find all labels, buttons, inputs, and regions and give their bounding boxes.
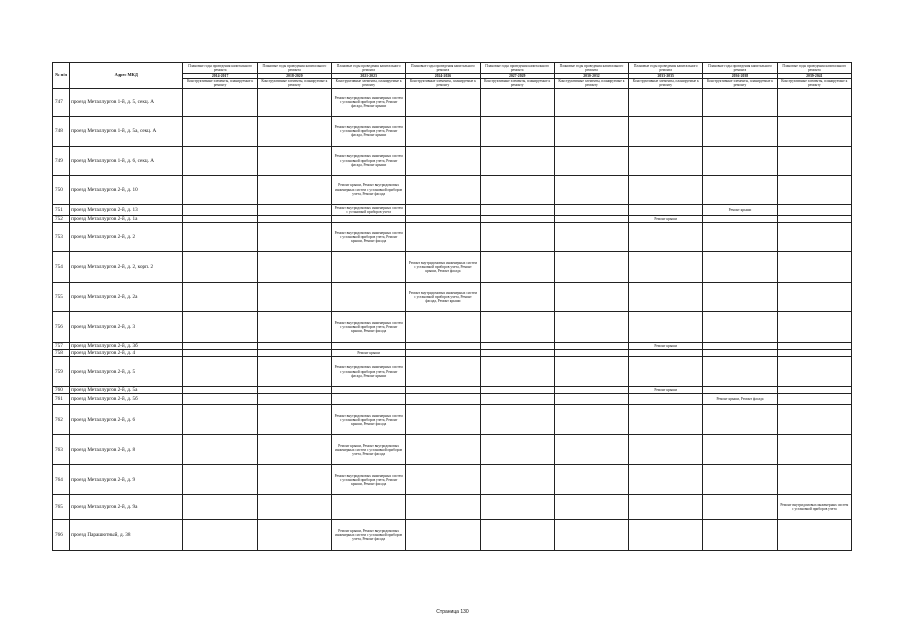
row-address: проезд Металлургов 2-й, д. 13: [70, 204, 183, 215]
planned-works-cell: Ремонт крыши: [629, 387, 703, 394]
empty-cell: [332, 342, 406, 349]
planned-works-cell: Ремонт крыши, Ремонт внутридомовых инженерных систем с установкой приборов учета, Ремонт фасада: [332, 435, 406, 465]
empty-cell: [257, 349, 331, 356]
empty-cell: [554, 520, 628, 551]
empty-cell: [777, 88, 851, 116]
row-number: 766: [53, 520, 70, 551]
empty-cell: [406, 342, 480, 349]
empty-cell: [332, 495, 406, 520]
table-row: [53, 146, 852, 175]
empty-cell: [777, 282, 851, 311]
empty-cell: [777, 342, 851, 349]
empty-cell: [777, 311, 851, 342]
empty-cell: [480, 175, 554, 204]
empty-cell: [183, 394, 257, 405]
empty-cell: [332, 394, 406, 405]
period-header-subtitle: Конструктивные элементы, планируемые к ремонту: [183, 79, 257, 88]
planned-works-cell: Ремонт внутридомовых инженерных систем с установкой приборов учета, Ремонт крыши, Ремонт фасада: [406, 251, 480, 282]
empty-cell: [629, 394, 703, 405]
empty-cell: [406, 405, 480, 435]
row-address: проезд Металлургов 2-й, д. 5: [70, 357, 183, 387]
empty-cell: [406, 520, 480, 551]
planned-works-cell: Ремонт внутридомовых инженерных систем с установкой приборов учета, Ремонт крыши, Ремонт фасада: [332, 311, 406, 342]
empty-cell: [554, 465, 628, 495]
empty-cell: [703, 222, 777, 251]
empty-cell: [480, 222, 554, 251]
period-header-years: 2024-2026: [406, 74, 480, 79]
row-number: 762: [53, 405, 70, 435]
row-number: 765: [53, 495, 70, 520]
empty-cell: [183, 349, 257, 356]
empty-cell: [480, 520, 554, 551]
empty-cell: [554, 387, 628, 394]
empty-cell: [257, 282, 331, 311]
empty-cell: [406, 435, 480, 465]
table-row: [53, 387, 852, 394]
row-number: 759: [53, 357, 70, 387]
empty-cell: [629, 311, 703, 342]
table-row: [53, 116, 852, 146]
row-address: проезд Металлургов 1-й, д. 5а, секц. А: [70, 116, 183, 146]
planned-works-cell: Ремонт крыши: [629, 215, 703, 222]
empty-cell: [629, 357, 703, 387]
empty-cell: [554, 251, 628, 282]
row-number: 757: [53, 342, 70, 349]
empty-cell: [406, 311, 480, 342]
empty-cell: [554, 222, 628, 251]
planned-works-cell: Ремонт крыши, Ремонт внутридомовых инженерных систем с установкой приборов учета, Ремонт фасада: [332, 175, 406, 204]
empty-cell: [183, 175, 257, 204]
empty-cell: [777, 146, 851, 175]
empty-cell: [480, 465, 554, 495]
empty-cell: [554, 435, 628, 465]
row-number: 754: [53, 251, 70, 282]
row-address: проезд Металлургов 1-й, д. 6, секц. А: [70, 146, 183, 175]
period-header-subtitle: Конструктивные элементы, планируемые к ремонту: [777, 79, 851, 88]
planned-works-cell: Ремонт внутридомовых инженерных систем с установкой приборов учета, Ремонт фасада, Ремонт крыши: [332, 88, 406, 116]
empty-cell: [703, 88, 777, 116]
period-header-title: Плановые годы проведения капитального ремонта: [183, 63, 257, 74]
row-address: проезд Металлургов 2-й, д. 4: [70, 349, 183, 356]
planned-works-cell: Ремонт внутридомовых инженерных систем с установкой приборов учета, Ремонт крыши, Ремонт фасада: [332, 222, 406, 251]
empty-cell: [183, 116, 257, 146]
row-address: проезд Металлургов 2-й, д. 6: [70, 405, 183, 435]
empty-cell: [480, 88, 554, 116]
planned-works-cell: Ремонт внутридомовых инженерных систем с установкой приборов учета, Ремонт фасада, Ремонт крыши: [332, 116, 406, 146]
empty-cell: [703, 349, 777, 356]
row-address: проезд Металлургов 2-й, д. 2, корп. 2: [70, 251, 183, 282]
period-header-subtitle: Конструктивные элементы, планируемые к ремонту: [332, 79, 406, 88]
empty-cell: [257, 387, 331, 394]
empty-cell: [554, 146, 628, 175]
empty-cell: [257, 495, 331, 520]
period-header-years: 2039-2041: [777, 74, 851, 79]
period-header-years: 2036-2038: [703, 74, 777, 79]
empty-cell: [777, 204, 851, 215]
empty-cell: [406, 394, 480, 405]
empty-cell: [406, 349, 480, 356]
row-number: 755: [53, 282, 70, 311]
empty-cell: [629, 435, 703, 465]
empty-cell: [183, 311, 257, 342]
empty-cell: [554, 282, 628, 311]
empty-cell: [332, 282, 406, 311]
empty-cell: [703, 282, 777, 311]
empty-cell: [257, 215, 331, 222]
planned-works-cell: Ремонт внутридомовых инженерных систем с установкой приборов учета, Ремонт фасада, Ремонт крыши: [332, 146, 406, 175]
empty-cell: [703, 387, 777, 394]
table-row: [53, 357, 852, 387]
empty-cell: [183, 215, 257, 222]
column-header-number: № п/п: [53, 63, 70, 89]
row-number: 764: [53, 465, 70, 495]
period-header-title: Плановые годы проведения капитального ремонта: [703, 63, 777, 74]
empty-cell: [480, 435, 554, 465]
empty-cell: [480, 146, 554, 175]
page-number: Страница 130: [436, 609, 469, 615]
row-address: проезд Металлургов 2-й, д. 8: [70, 435, 183, 465]
empty-cell: [777, 215, 851, 222]
empty-cell: [703, 251, 777, 282]
empty-cell: [629, 175, 703, 204]
empty-cell: [183, 495, 257, 520]
row-number: 752: [53, 215, 70, 222]
empty-cell: [257, 88, 331, 116]
empty-cell: [183, 88, 257, 116]
row-address: проезд Металлургов 2-й, д. 10: [70, 175, 183, 204]
empty-cell: [554, 116, 628, 146]
row-address: проезд Металлургов 2-й, д. 2: [70, 222, 183, 251]
empty-cell: [183, 204, 257, 215]
empty-cell: [777, 251, 851, 282]
empty-cell: [777, 394, 851, 405]
empty-cell: [257, 465, 331, 495]
empty-cell: [703, 520, 777, 551]
empty-cell: [406, 357, 480, 387]
row-address: проезд Металлургов 2-й, д. 3: [70, 311, 183, 342]
period-header-subtitle: Конструктивные элементы, планируемые к ремонту: [480, 79, 554, 88]
empty-cell: [629, 465, 703, 495]
empty-cell: [554, 342, 628, 349]
empty-cell: [629, 116, 703, 146]
empty-cell: [480, 394, 554, 405]
empty-cell: [629, 146, 703, 175]
period-header-subtitle: Конструктивные элементы, планируемые к ремонту: [257, 79, 331, 88]
table-row: [53, 175, 852, 204]
empty-cell: [629, 282, 703, 311]
empty-cell: [480, 405, 554, 435]
empty-cell: [257, 520, 331, 551]
empty-cell: [183, 251, 257, 282]
planned-works-cell: Ремонт крыши, Ремонт внутридомовых инженерных систем с установкой приборов учета, Ремонт фасада: [332, 520, 406, 551]
period-header-subtitle: Конструктивные элементы, планируемые к ремонту: [703, 79, 777, 88]
empty-cell: [777, 349, 851, 356]
header-title-row: [53, 63, 852, 74]
empty-cell: [777, 520, 851, 551]
row-address: проезд Металлургов 1-й, д. 5, секц. А: [70, 88, 183, 116]
empty-cell: [629, 251, 703, 282]
empty-cell: [554, 215, 628, 222]
schedule-sheet: [52, 62, 852, 551]
empty-cell: [777, 222, 851, 251]
empty-cell: [629, 520, 703, 551]
empty-cell: [406, 116, 480, 146]
planned-works-cell: Ремонт крыши: [629, 342, 703, 349]
table-row: [53, 349, 852, 356]
table-header: [53, 63, 852, 89]
empty-cell: [257, 394, 331, 405]
empty-cell: [703, 465, 777, 495]
empty-cell: [480, 204, 554, 215]
empty-cell: [183, 435, 257, 465]
empty-cell: [554, 405, 628, 435]
table-row: [53, 222, 852, 251]
empty-cell: [703, 146, 777, 175]
empty-cell: [629, 88, 703, 116]
empty-cell: [257, 204, 331, 215]
empty-cell: [629, 204, 703, 215]
empty-cell: [629, 222, 703, 251]
row-address: проезд Металлургов 2-й, д. 3б: [70, 342, 183, 349]
planned-works-cell: Ремонт внутридомовых инженерных систем с установкой приборов учета, Ремонт крыши, Ремонт фасада: [332, 405, 406, 435]
empty-cell: [703, 116, 777, 146]
row-number: 748: [53, 116, 70, 146]
empty-cell: [554, 88, 628, 116]
empty-cell: [183, 405, 257, 435]
empty-cell: [703, 215, 777, 222]
empty-cell: [703, 342, 777, 349]
empty-cell: [257, 435, 331, 465]
empty-cell: [777, 116, 851, 146]
planned-works-cell: Ремонт внутридомовых инженерных систем с установкой приборов учета, Ремонт крыши, Ремонт фасада: [332, 465, 406, 495]
empty-cell: [257, 222, 331, 251]
row-number: 760: [53, 387, 70, 394]
empty-cell: [629, 405, 703, 435]
empty-cell: [554, 357, 628, 387]
period-header-years: 2033-2035: [629, 74, 703, 79]
planned-works-cell: Ремонт внутридомовых инженерных систем с установкой приборов учета, Ремонт фасада, Ремонт крыши: [332, 357, 406, 387]
empty-cell: [406, 495, 480, 520]
row-address: проезд Металлургов 2-й, д. 9: [70, 465, 183, 495]
empty-cell: [257, 116, 331, 146]
empty-cell: [183, 146, 257, 175]
empty-cell: [703, 357, 777, 387]
period-header-title: Плановые годы проведения капитального ремонта: [480, 63, 554, 74]
empty-cell: [629, 349, 703, 356]
table-row: [53, 435, 852, 465]
table-row: [53, 311, 852, 342]
empty-cell: [480, 495, 554, 520]
column-header-address: Адрес МКД: [70, 63, 183, 89]
period-header-years: 2018-2020: [257, 74, 331, 79]
empty-cell: [257, 146, 331, 175]
empty-cell: [777, 357, 851, 387]
empty-cell: [777, 387, 851, 394]
row-number: 763: [53, 435, 70, 465]
row-number: 750: [53, 175, 70, 204]
empty-cell: [480, 251, 554, 282]
period-header-subtitle: Конструктивные элементы, планируемые к ремонту: [406, 79, 480, 88]
table-row: [53, 204, 852, 215]
empty-cell: [406, 222, 480, 251]
empty-cell: [554, 311, 628, 342]
empty-cell: [257, 311, 331, 342]
row-number: 749: [53, 146, 70, 175]
period-header-years: 2030-2032: [554, 74, 628, 79]
empty-cell: [554, 495, 628, 520]
empty-cell: [406, 204, 480, 215]
empty-cell: [406, 146, 480, 175]
planned-works-cell: Ремонт внутридомовых инженерных систем с установкой приборов учета: [777, 495, 851, 520]
row-address: проезд Парашютный, д. 38: [70, 520, 183, 551]
empty-cell: [257, 357, 331, 387]
empty-cell: [554, 394, 628, 405]
period-header-title: Плановые годы проведения капитального ремонта: [629, 63, 703, 74]
table-row: [53, 251, 852, 282]
row-number: 753: [53, 222, 70, 251]
empty-cell: [406, 175, 480, 204]
period-header-years: 2021-2023: [332, 74, 406, 79]
empty-cell: [777, 405, 851, 435]
period-header-title: Плановые годы проведения капитального ремонта: [257, 63, 331, 74]
planned-works-cell: Ремонт внутридомовых инженерных систем с установкой приборов учета: [332, 204, 406, 215]
table-body: [53, 88, 852, 551]
row-address: проезд Металлургов 2-й, д. 2а: [70, 282, 183, 311]
empty-cell: [332, 251, 406, 282]
empty-cell: [257, 405, 331, 435]
table-row: [53, 405, 852, 435]
table-row: [53, 215, 852, 222]
empty-cell: [554, 175, 628, 204]
empty-cell: [257, 175, 331, 204]
table-row: [53, 394, 852, 405]
empty-cell: [703, 435, 777, 465]
period-header-title: Плановые годы проведения капитального ремонта: [777, 63, 851, 74]
empty-cell: [406, 215, 480, 222]
empty-cell: [183, 282, 257, 311]
empty-cell: [257, 342, 331, 349]
empty-cell: [703, 311, 777, 342]
row-number: 761: [53, 394, 70, 405]
empty-cell: [554, 204, 628, 215]
row-number: 751: [53, 204, 70, 215]
period-header-title: Плановые годы проведения капитального ремонта: [406, 63, 480, 74]
empty-cell: [777, 435, 851, 465]
empty-cell: [480, 215, 554, 222]
empty-cell: [183, 387, 257, 394]
empty-cell: [777, 465, 851, 495]
planned-works-cell: Ремонт внутридомовых инженерных систем с установкой приборов учета, Ремонт фасада, Ремонт крыши: [406, 282, 480, 311]
empty-cell: [406, 465, 480, 495]
period-header-title: Плановые годы проведения капитального ремонта: [332, 63, 406, 74]
empty-cell: [183, 342, 257, 349]
period-header-subtitle: Конструктивные элементы, планируемые к ремонту: [629, 79, 703, 88]
table-row: [53, 282, 852, 311]
empty-cell: [332, 387, 406, 394]
row-number: 747: [53, 88, 70, 116]
row-number: 758: [53, 349, 70, 356]
empty-cell: [183, 520, 257, 551]
row-address: проезд Металлургов 2-й, д. 9а: [70, 495, 183, 520]
empty-cell: [703, 495, 777, 520]
table-row: [53, 342, 852, 349]
empty-cell: [480, 311, 554, 342]
empty-cell: [703, 175, 777, 204]
table-row: [53, 495, 852, 520]
row-address: проезд Металлургов 2-й, д. 5а: [70, 387, 183, 394]
empty-cell: [183, 222, 257, 251]
empty-cell: [480, 387, 554, 394]
row-number: 756: [53, 311, 70, 342]
empty-cell: [406, 387, 480, 394]
planned-works-cell: Ремонт крыши, Ремонт фасада: [703, 394, 777, 405]
period-header-years: 2027-2029: [480, 74, 554, 79]
empty-cell: [480, 116, 554, 146]
empty-cell: [406, 88, 480, 116]
period-header-title: Плановые годы проведения капитального ремонта: [554, 63, 628, 74]
empty-cell: [183, 357, 257, 387]
planned-works-cell: Ремонт крыши: [332, 349, 406, 356]
empty-cell: [332, 215, 406, 222]
empty-cell: [480, 357, 554, 387]
empty-cell: [703, 405, 777, 435]
row-address: проезд Металлургов 2-й, д. 5б: [70, 394, 183, 405]
empty-cell: [777, 175, 851, 204]
repair-schedule-table: [52, 62, 852, 551]
table-row: [53, 465, 852, 495]
table-row: [53, 520, 852, 551]
planned-works-cell: Ремонт крыши: [703, 204, 777, 215]
empty-cell: [257, 251, 331, 282]
table-row: [53, 88, 852, 116]
empty-cell: [480, 349, 554, 356]
empty-cell: [183, 465, 257, 495]
empty-cell: [480, 342, 554, 349]
empty-cell: [480, 282, 554, 311]
period-header-subtitle: Конструктивные элементы, планируемые к ремонту: [554, 79, 628, 88]
empty-cell: [629, 495, 703, 520]
row-address: проезд Металлургов 2-й, д. 1а: [70, 215, 183, 222]
empty-cell: [554, 349, 628, 356]
period-header-years: 2014-2017: [183, 74, 257, 79]
